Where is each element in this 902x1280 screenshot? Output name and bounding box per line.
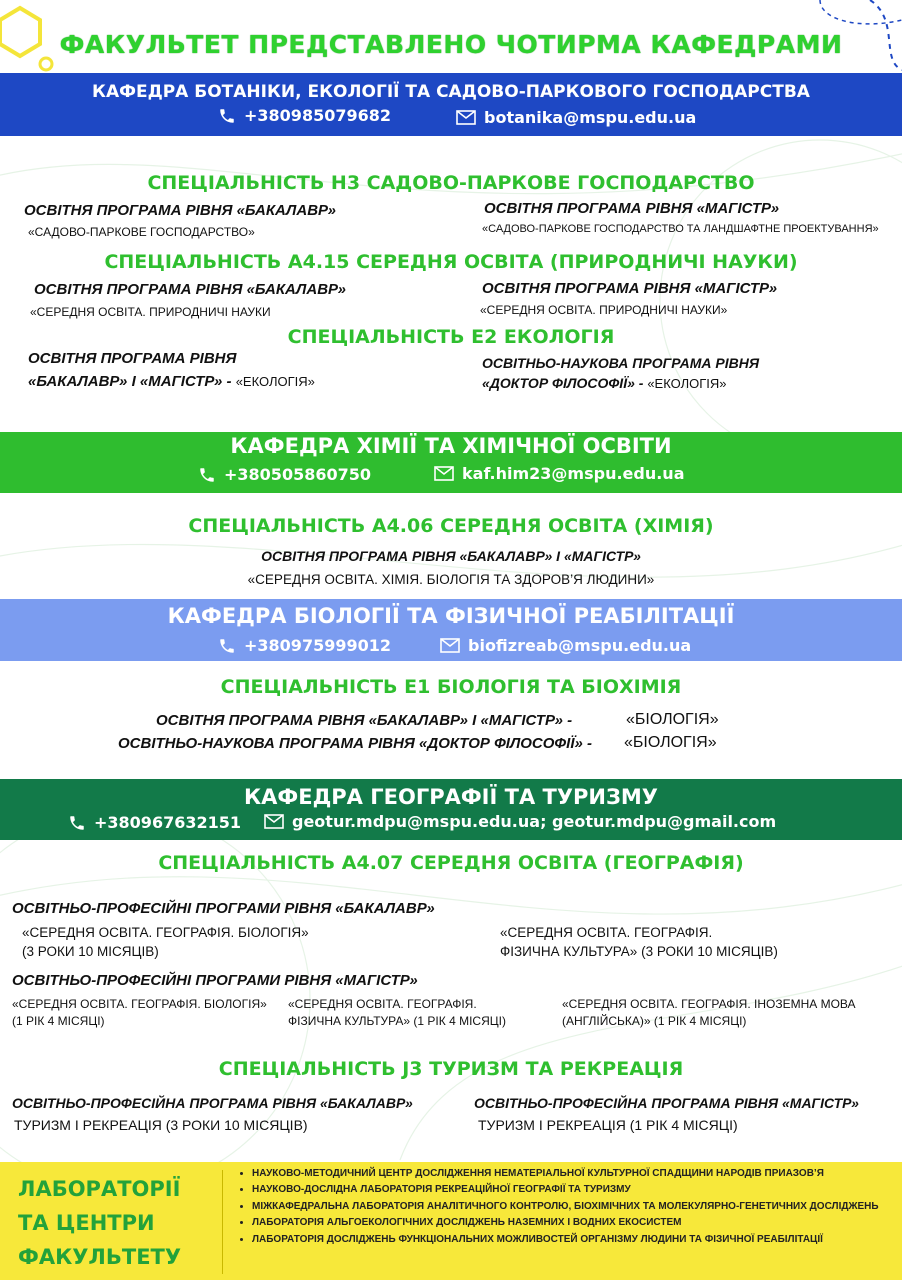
dept-chemistry-phone <box>198 465 371 484</box>
email-address[interactable]: biofizreab@mspu.edu.ua <box>468 636 692 655</box>
program-bach-mast-label-line2 <box>28 373 315 390</box>
phone-number: +380505860750 <box>224 465 371 484</box>
program-name: «БІОЛОГІЯ» <box>624 734 717 751</box>
phone-number: +380967632151 <box>94 813 241 832</box>
dept-geography-phone <box>68 813 241 832</box>
dept-chemistry-title: КАФЕДРА ХІМІЇ ТА ХІМІЧНОЇ ОСВІТИ <box>230 434 672 458</box>
program-master-label: ОСВІТНЯ ПРОГРАМА РІВНЯ «МАГІСТР» <box>484 200 780 217</box>
spec-e2-title: СПЕЦІАЛЬНІСТЬ Е2 ЕКОЛОГІЯ <box>287 326 615 348</box>
program-phd-label: ОСВІТНЬО-НАУКОВА ПРОГРАМА РІВНЯ «ДОКТОР ФІЛОСОФІЇ» - <box>118 735 592 752</box>
list-item: • ЛАБОРАТОРІЯ ДОСЛІДЖЕНЬ ФУНКЦІОНАЛЬНИХ МОЖЛИВОСТЕЙ ОРГАНІЗМУ ЛЮДИНИ ТА ФІЗИЧНОЇ РЕАБІЛІТАЦІЇ <box>252 1232 892 1248</box>
program-bachelor-label: ОСВІТНЬО-ПРОФЕСІЙНІ ПРОГРАМИ РІВНЯ «БАКАЛАВР» <box>12 900 435 917</box>
program-name: ТУРИЗМ І РЕКРЕАЦІЯ (3 РОКИ 10 МІСЯЦІВ) <box>14 1117 308 1133</box>
phone-icon <box>218 637 236 655</box>
program-master-label: ОСВІТНЬО-ПРОФЕСІЙНА ПРОГРАМА РІВНЯ «МАГІСТР» <box>474 1095 859 1111</box>
program-level: «ДОКТОР ФІЛОСОФІЇ» - <box>482 375 644 391</box>
mail-icon <box>456 110 476 125</box>
program-name-line1: «СЕРЕДНЯ ОСВІТА. ГЕОГРАФІЯ. БІОЛОГІЯ» <box>12 997 267 1011</box>
mail-icon <box>264 814 284 829</box>
spec-h3-title: СПЕЦІАЛЬНІСТЬ Н3 САДОВО-ПАРКОВЕ ГОСПОДАРСТВО <box>147 172 755 194</box>
program-bachelor-label: ОСВІТНЯ ПРОГРАМА РІВНЯ «БАКАЛАВР» <box>34 281 346 298</box>
program-bach-mast-label-line1: ОСВІТНЯ ПРОГРАМА РІВНЯ <box>28 350 237 367</box>
labs-title-line3: ФАКУЛЬТЕТУ <box>18 1245 182 1269</box>
spec-a415-title: СПЕЦІАЛЬНІСТЬ А4.15 СЕРЕДНЯ ОСВІТА (ПРИРОДНИЧІ НАУКИ) <box>104 251 798 273</box>
program-master-label: ОСВІТНЬО-ПРОФЕСІЙНІ ПРОГРАМИ РІВНЯ «МАГІСТР» <box>12 972 418 989</box>
program-name-line1: «СЕРЕДНЯ ОСВІТА. ГЕОГРАФІЯ. ІНОЗЕМНА МОВА <box>562 997 856 1011</box>
labs-divider <box>222 1170 223 1274</box>
labs-title <box>18 1172 181 1274</box>
phone-icon <box>198 466 216 484</box>
program-phd-label-line1: ОСВІТНЬО-НАУКОВА ПРОГРАМА РІВНЯ <box>482 355 760 371</box>
mail-icon <box>434 466 454 481</box>
dept-chemistry-email[interactable] <box>434 464 685 483</box>
mail-icon <box>440 638 460 653</box>
program-bachelor-label: ОСВІТНЬО-ПРОФЕСІЙНА ПРОГРАМА РІВНЯ «БАКАЛАВР» <box>12 1095 413 1111</box>
program-name: «ЕКОЛОГІЯ» <box>235 374 315 389</box>
program-phd-label-line2 <box>482 375 727 391</box>
program-name: ТУРИЗМ І РЕКРЕАЦІЯ (1 РІК 4 МІСЯЦІ) <box>478 1117 738 1133</box>
phone-icon <box>68 814 86 832</box>
program-name-line2: ФІЗИЧНА КУЛЬТУРА» (3 РОКИ 10 МІСЯЦІВ) <box>500 944 778 959</box>
program-bachelor-label: ОСВІТНЯ ПРОГРАМА РІВНЯ «БАКАЛАВР» <box>24 202 336 219</box>
dept-biology-email[interactable] <box>440 636 691 655</box>
dept-geography-email[interactable] <box>264 812 776 831</box>
list-item: • НАУКОВО-МЕТОДИЧНИЙ ЦЕНТР ДОСЛІДЖЕННЯ НЕМАТЕРІАЛЬНОЇ КУЛЬТУРНОЇ СПАДЩИНИ НАРОДІВ ПРИАЗОВ’Я <box>252 1166 892 1182</box>
program-bach-mast-label: ОСВІТНЯ ПРОГРАМА РІВНЯ «БАКАЛАВР» І «МАГІСТР» - <box>156 712 573 729</box>
labs-title-line1: ЛАБОРАТОРІЇ <box>18 1177 181 1201</box>
program-name-line2: (1 РІК 4 МІСЯЦІ) <box>12 1014 105 1028</box>
list-item: • МІЖКАФЕДРАЛЬНА ЛАБОРАТОРІЯ АНАЛІТИЧНОГО КОНТРОЛЮ, БІОХІМІЧНИХ ТА МОЛЕКУЛЯРНО-ГЕНЕТИЧНИХ ДОСЛІДЖЕНЬ <box>252 1199 892 1215</box>
dept-biology-phone <box>218 636 391 655</box>
dept-biology-title: КАФЕДРА БІОЛОГІЇ ТА ФІЗИЧНОЇ РЕАБІЛІТАЦІЇ <box>167 604 735 628</box>
phone-number: +380985079682 <box>244 106 391 125</box>
program-bachelor-name: «САДОВО-ПАРКОВЕ ГОСПОДАРСТВО» <box>28 225 255 239</box>
dept-geography-title: КАФЕДРА ГЕОГРАФІЇ ТА ТУРИЗМУ <box>244 785 658 809</box>
labs-list <box>238 1166 892 1248</box>
program-master-name: «СЕРЕДНЯ ОСВІТА. ПРИРОДНИЧІ НАУКИ» <box>480 303 728 317</box>
program-level: «БАКАЛАВР» І «МАГІСТР» - <box>28 373 232 390</box>
program-name-line1: «СЕРЕДНЯ ОСВІТА. ГЕОГРАФІЯ. <box>288 997 477 1011</box>
program-bachelor-name: «СЕРЕДНЯ ОСВІТА. ПРИРОДНИЧІ НАУКИ <box>30 305 271 319</box>
spec-a406-title: СПЕЦІАЛЬНІСТЬ А4.06 СЕРЕДНЯ ОСВІТА (ХІМІЯ) <box>188 515 714 537</box>
phone-number: +380975999012 <box>244 636 391 655</box>
email-address[interactable]: geotur.mdpu@mspu.edu.ua; geotur.mdpu@gmail.com <box>292 812 777 831</box>
list-item: • НАУКОВО-ДОСЛІДНА ЛАБОРАТОРІЯ РЕКРЕАЦІЙНОЇ ГЕОГРАФІЇ ТА ТУРИЗМУ <box>252 1182 892 1198</box>
list-item: • ЛАБОРАТОРІЯ АЛЬГОЕКОЛОГІЧНИХ ДОСЛІДЖЕНЬ НАЗЕМНИХ І ВОДНИХ ЕКОСИСТЕМ <box>252 1215 892 1231</box>
dept-botany-phone <box>218 106 391 125</box>
program-name: «СЕРЕДНЯ ОСВІТА. ХІМІЯ. БІОЛОГІЯ ТА ЗДОРОВ’Я ЛЮДИНИ» <box>247 572 655 587</box>
spec-a407-title: СПЕЦІАЛЬНІСТЬ А4.07 СЕРЕДНЯ ОСВІТА (ГЕОГРАФІЯ) <box>158 852 744 874</box>
program-name-line1: «СЕРЕДНЯ ОСВІТА. ГЕОГРАФІЯ. <box>500 925 713 940</box>
program-master-label: ОСВІТНЯ ПРОГРАМА РІВНЯ «МАГІСТР» <box>482 280 778 297</box>
program-name-line2: ФІЗИЧНА КУЛЬТУРА» (1 РІК 4 МІСЯЦІ) <box>288 1014 506 1028</box>
program-bach-mast-label: ОСВІТНЯ ПРОГРАМА РІВНЯ «БАКАЛАВР» І «МАГІСТР» <box>261 548 641 564</box>
program-name-line1: «СЕРЕДНЯ ОСВІТА. ГЕОГРАФІЯ. БІОЛОГІЯ» <box>22 925 309 940</box>
email-address[interactable]: kaf.him23@mspu.edu.ua <box>462 464 685 483</box>
program-name-line2: (АНГЛІЙСЬКА)» (1 РІК 4 МІСЯЦІ) <box>562 1014 747 1028</box>
program-name-line2: (3 РОКИ 10 МІСЯЦІВ) <box>22 944 159 959</box>
program-name: «БІОЛОГІЯ» <box>626 711 719 728</box>
dept-botany-email[interactable] <box>456 108 696 127</box>
phone-icon <box>218 107 236 125</box>
page-title: ФАКУЛЬТЕТ ПРЕДСТАВЛЕНО ЧОТИРМА КАФЕДРАМИ <box>59 30 843 59</box>
spec-j3-title: СПЕЦІАЛЬНІСТЬ J3 ТУРИЗМ ТА РЕКРЕАЦІЯ <box>218 1058 684 1080</box>
email-address[interactable]: botanika@mspu.edu.ua <box>484 108 697 127</box>
labs-title-line2: ТА ЦЕНТРИ <box>18 1211 155 1235</box>
program-name: «ЕКОЛОГІЯ» <box>647 376 727 391</box>
spec-e1-title: СПЕЦІАЛЬНІСТЬ Е1 БІОЛОГІЯ ТА БІОХІМІЯ <box>220 676 682 698</box>
dept-botany-title: КАФЕДРА БОТАНІКИ, ЕКОЛОГІЇ ТА САДОВО-ПАРКОВОГО ГОСПОДАРСТВА <box>92 82 810 102</box>
program-master-name: «САДОВО-ПАРКОВЕ ГОСПОДАРСТВО ТА ЛАНДШАФТНЕ ПРОЕКТУВАННЯ» <box>482 223 879 235</box>
